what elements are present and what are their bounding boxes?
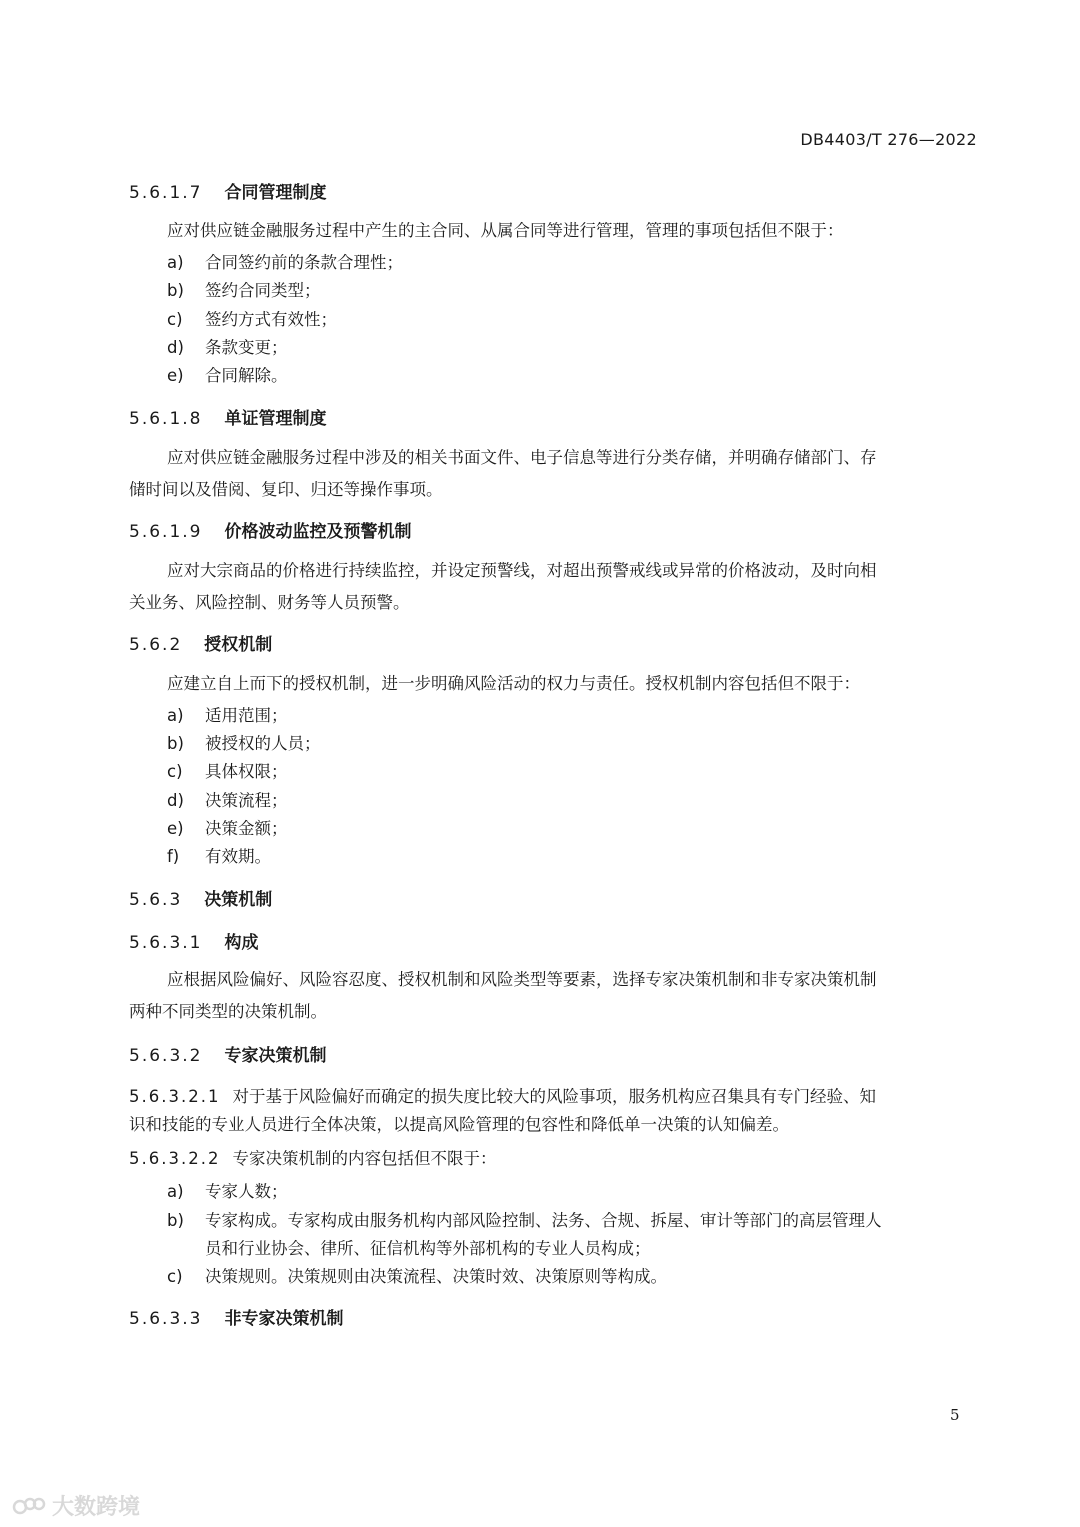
heading-title: 专家决策机制 [224, 1046, 327, 1066]
heading-title: 合同管理制度 [224, 183, 327, 203]
list-item [167, 1178, 288, 1202]
heading-563 [129, 885, 272, 910]
list-item [167, 334, 288, 358]
list-item [167, 1207, 882, 1231]
list-item [167, 758, 288, 782]
paragraph: 应对大宗商品的价格进行持续监控，并设定预警线，对超出预警戒线或异常的价格波动，及时向相 [167, 561, 877, 580]
list-text: 合同签约前的条款合理性； [205, 253, 403, 272]
list-text: 专家构成。专家构成由服务机构内部风险控制、法务、合规、拆屋、审计等部门的高层管理人 [205, 1211, 882, 1230]
list-marker: b) [167, 281, 184, 300]
list-text: 被授权的人员； [205, 734, 321, 753]
paragraph: 应建立自上而下的授权机制，进一步明确风险活动的权力与责任。授权机制内容包括但不限于： [167, 674, 860, 693]
paragraph-continuation: 两种不同类型的决策机制。 [129, 1002, 327, 1021]
heading-title: 授权机制 [204, 635, 273, 655]
heading-5619 [129, 517, 411, 542]
heading-number: 5.6.3 [129, 890, 183, 910]
list-marker: a) [167, 706, 184, 725]
clause-56321 [129, 1083, 876, 1107]
list-item [167, 787, 288, 811]
list-marker: a) [167, 1182, 184, 1201]
page-number: 5 [950, 1406, 960, 1424]
list-marker: d) [167, 338, 184, 357]
list-text: 专家人数； [205, 1182, 288, 1201]
heading-title: 单证管理制度 [224, 409, 327, 429]
clause-number: 5.6.3.2.2 [129, 1149, 221, 1168]
list-item [167, 730, 321, 754]
list-marker: c) [167, 762, 183, 781]
heading-5618 [129, 404, 326, 429]
list-marker: d) [167, 791, 184, 810]
list-item [167, 249, 403, 273]
paragraph: 应对供应链金融服务过程中涉及的相关书面文件、电子信息等进行分类存储，并明确存储部门、存 [167, 448, 877, 467]
heading-title: 非专家决策机制 [224, 1309, 344, 1329]
heading-title: 决策机制 [204, 890, 273, 910]
heading-title: 价格波动监控及预警机制 [224, 522, 412, 542]
heading-5632 [129, 1041, 326, 1066]
clause-text: 对于基于风险偏好而确定的损失度比较大的风险事项，服务机构应召集具有专门经验、知 [232, 1087, 876, 1106]
list-item-continuation: 员和行业协会、律所、征信机构等外部机构的专业人员构成； [205, 1239, 651, 1258]
paragraph: 应根据风险偏好、风险容忍度、授权机制和风险类型等要素，选择专家决策机制和非专家决策机制 [167, 970, 877, 989]
list-marker: c) [167, 1267, 183, 1286]
clause-number: 5.6.3.2.1 [129, 1087, 221, 1106]
list-text: 签约合同类型； [205, 281, 321, 300]
paragraph-continuation: 储时间以及借阅、复印、归还等操作事项。 [129, 480, 443, 499]
list-marker: f) [167, 847, 180, 866]
list-text: 签约方式有效性； [205, 310, 337, 329]
paragraph-continuation: 关业务、风险控制、财务等人员预警。 [129, 593, 410, 612]
list-marker: a) [167, 253, 184, 272]
heading-title: 构成 [224, 933, 259, 953]
watermark-logo-icon [12, 1495, 46, 1517]
clause-56322 [129, 1145, 496, 1169]
list-text: 条款变更； [205, 338, 288, 357]
heading-number: 5.6.1.8 [129, 409, 203, 429]
list-text: 决策金额； [205, 819, 288, 838]
list-marker: e) [167, 366, 184, 385]
heading-number: 5.6.3.1 [129, 933, 203, 953]
list-item [167, 277, 321, 301]
list-text: 具体权限； [205, 762, 288, 781]
list-item [167, 1263, 667, 1287]
list-text: 决策流程； [205, 791, 288, 810]
clause-text: 专家决策机制的内容包括但不限于： [232, 1149, 497, 1168]
list-marker: b) [167, 1211, 184, 1230]
heading-562 [129, 630, 272, 655]
list-text: 有效期。 [205, 847, 271, 866]
heading-number: 5.6.1.9 [129, 522, 203, 542]
heading-number: 5.6.1.7 [129, 183, 203, 203]
list-marker: c) [167, 310, 183, 329]
list-marker: e) [167, 819, 184, 838]
list-item [167, 843, 271, 867]
list-text: 合同解除。 [205, 366, 288, 385]
heading-number: 5.6.2 [129, 635, 183, 655]
heading-number: 5.6.3.3 [129, 1309, 203, 1329]
list-item [167, 362, 288, 386]
heading-number: 5.6.3.2 [129, 1046, 203, 1066]
paragraph: 应对供应链金融服务过程中产生的主合同、从属合同等进行管理，管理的事项包括但不限于： [167, 221, 844, 240]
paragraph-continuation: 识和技能的专业人员进行全体决策，以提高风险管理的包容性和降低单一决策的认知偏差。 [129, 1115, 789, 1134]
heading-5617 [129, 178, 326, 203]
document-number: DB4403/T 276—2022 [800, 130, 977, 149]
list-item [167, 306, 337, 330]
heading-5633 [129, 1304, 343, 1329]
watermark-text: 大数跨境 [52, 1495, 141, 1520]
list-item [167, 702, 288, 726]
list-text: 决策规则。决策规则由决策流程、决策时效、决策原则等构成。 [205, 1267, 667, 1286]
heading-5631 [129, 928, 258, 953]
list-text: 适用范围； [205, 706, 288, 725]
list-marker: b) [167, 734, 184, 753]
list-item [167, 815, 288, 839]
watermark [12, 1490, 140, 1521]
